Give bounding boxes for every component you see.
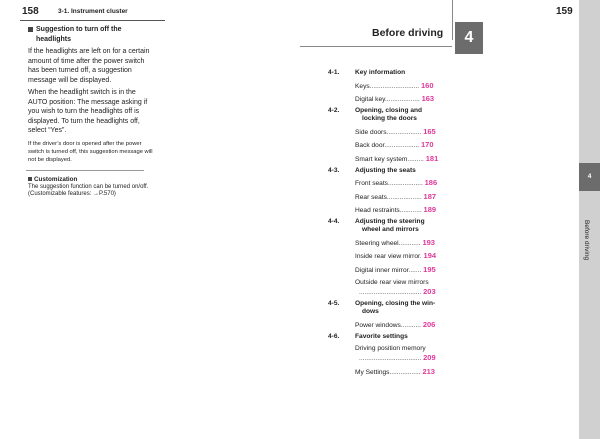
toc-item-inside-rear-view-mirror[interactable] bbox=[328, 252, 458, 261]
toc-section-title: Opening, closing and bbox=[355, 107, 423, 114]
right-page-number: 159 bbox=[556, 6, 573, 17]
customization-heading bbox=[28, 176, 156, 183]
toc-leader-dots: .................................. bbox=[359, 289, 422, 296]
toc-leader-dots: ......... bbox=[407, 155, 424, 163]
section-title: 3-1. Instrument cluster bbox=[58, 8, 128, 15]
toc-item-label: Side doors bbox=[355, 128, 387, 136]
toc-item-label: Keys bbox=[355, 82, 370, 90]
side-chapter-tab[interactable]: 4 bbox=[579, 163, 600, 191]
toc-item-label: Digital inner mirror bbox=[355, 266, 409, 274]
square-bullet-icon bbox=[28, 27, 33, 32]
toc-item-label: Inside rear view mirror bbox=[355, 253, 420, 260]
divider bbox=[26, 170, 144, 171]
header-vertical-rule bbox=[452, 0, 453, 40]
toc-item-steering-wheel[interactable] bbox=[328, 239, 458, 248]
toc-item-digital-inner-mirror[interactable] bbox=[328, 266, 458, 275]
note-text: If the driver’s door is opened after the power switch is turned off, this suggestion message will not be displayed. bbox=[28, 140, 153, 163]
toc-section-4-6 bbox=[328, 333, 458, 341]
toc-section-title-cont: locking the doors bbox=[362, 115, 417, 122]
toc-leader-dots: ................. bbox=[389, 368, 421, 376]
toc-leader-dots: ........... bbox=[400, 321, 421, 329]
toc-item-power-windows[interactable] bbox=[328, 321, 458, 330]
toc-item-label: Head restraints bbox=[355, 207, 400, 214]
header-rule bbox=[20, 20, 165, 21]
toc-item-smart-key-system[interactable] bbox=[328, 155, 458, 164]
toc-item-head-restraints[interactable] bbox=[328, 206, 458, 215]
toc-item-label: Back door bbox=[355, 142, 385, 149]
toc-item-rear-seats[interactable] bbox=[328, 193, 458, 202]
toc-item-side-doors[interactable] bbox=[328, 128, 458, 137]
toc-page-link[interactable]: 165 bbox=[423, 126, 436, 136]
toc-page-link[interactable]: 206 bbox=[422, 319, 436, 329]
toc-page-link[interactable]: 195 bbox=[423, 264, 436, 274]
toc-section-title: Favorite settings bbox=[355, 332, 408, 340]
side-chapter-label: Before driving bbox=[583, 220, 590, 261]
chapter-title-rule bbox=[300, 46, 452, 47]
toc-leader-dots: . bbox=[419, 253, 422, 260]
toc-page-link[interactable]: 189 bbox=[423, 205, 437, 214]
toc-item-driving-position-memory[interactable] bbox=[328, 345, 458, 363]
toc-item-back-door[interactable] bbox=[328, 141, 458, 150]
toc-section-4-2 bbox=[328, 107, 458, 123]
toc-section-number: 4-3. bbox=[328, 166, 340, 174]
toc-section-title: Key information bbox=[355, 69, 406, 76]
suggestion-heading-text: Suggestion to turn off the headlights bbox=[36, 26, 122, 43]
toc-item-label: Front seats bbox=[355, 180, 388, 187]
toc-section-title-cont: wheel and mirrors bbox=[362, 226, 419, 233]
toc-page-link[interactable]: 194 bbox=[423, 251, 437, 260]
toc-page-link[interactable]: 209 bbox=[423, 353, 436, 362]
toc-section-4-5 bbox=[328, 300, 458, 316]
customization-heading-text: Customization bbox=[34, 175, 78, 183]
toc-item-label: Steering wheel bbox=[355, 239, 399, 247]
toc-section-4-1 bbox=[328, 69, 458, 77]
toc-leader-dots: ............ bbox=[399, 207, 422, 214]
suggestion-heading bbox=[28, 25, 156, 44]
toc-page-link[interactable]: 163 bbox=[421, 94, 435, 103]
chapter-number-box: 4 bbox=[455, 22, 483, 54]
right-page bbox=[300, 0, 600, 439]
toc-item-label: Outside rear view mirrors bbox=[355, 279, 429, 286]
toc-item-my-settings[interactable] bbox=[328, 368, 458, 377]
toc-item-label: Power windows bbox=[355, 321, 401, 329]
toc-section-title-cont: dows bbox=[362, 308, 379, 315]
toc-item-keys[interactable] bbox=[328, 82, 458, 91]
toc-section-number: 4-6. bbox=[328, 332, 340, 340]
toc-leader-dots: ............ bbox=[398, 239, 421, 247]
toc-item-label: Driving position memory bbox=[355, 345, 426, 352]
toc-section-number: 4-5. bbox=[328, 300, 340, 307]
left-page-body bbox=[28, 25, 156, 199]
toc-leader-dots: ....... bbox=[408, 266, 422, 274]
toc-section-title: Adjusting the steering bbox=[355, 218, 425, 225]
toc-section-number: 4-1. bbox=[328, 69, 340, 76]
table-of-contents bbox=[328, 66, 458, 377]
left-page-header bbox=[0, 0, 300, 20]
toc-leader-dots: ................... bbox=[386, 128, 422, 136]
toc-item-outside-rear-view-mirrors[interactable] bbox=[328, 279, 458, 297]
toc-page-link[interactable]: 203 bbox=[423, 287, 436, 296]
toc-page-link[interactable]: 160 bbox=[420, 80, 434, 90]
toc-page-link[interactable]: 213 bbox=[422, 366, 435, 376]
paragraph-1: If the headlights are left on for a certain amount of time after the power switch has been turned off, a suggestion message will be displayed. bbox=[28, 48, 150, 84]
toc-leader-dots: ................... bbox=[384, 96, 420, 103]
customization-text: The suggestion function can be turned on/off. (Customizable features: →P.570) bbox=[28, 183, 149, 197]
toc-leader-dots: .................................. bbox=[359, 355, 422, 362]
toc-section-number: 4-2. bbox=[328, 107, 340, 114]
chapter-title: Before driving bbox=[372, 27, 444, 39]
toc-section-4-4 bbox=[328, 218, 458, 234]
square-bullet-icon bbox=[28, 177, 32, 181]
toc-section-title: Adjusting the seats bbox=[355, 166, 416, 174]
paragraph-2: When the headlight switch is in the AUTO position: The message asking if you wish to turn the headlights off is displayed. To turn the headlights off, select “Yes”. bbox=[28, 89, 148, 134]
toc-page-link[interactable]: 181 bbox=[425, 153, 439, 163]
toc-page-link[interactable]: 170 bbox=[420, 140, 434, 149]
toc-section-4-3 bbox=[328, 167, 458, 175]
toc-page-link[interactable]: 187 bbox=[423, 191, 437, 201]
toc-item-front-seats[interactable] bbox=[328, 179, 458, 188]
toc-page-link[interactable]: 193 bbox=[422, 237, 435, 247]
toc-leader-dots: ................... bbox=[386, 193, 422, 201]
toc-section-title: Opening, closing the win- bbox=[355, 300, 436, 307]
toc-item-digital-key[interactable] bbox=[328, 95, 458, 104]
toc-leader-dots: ................... bbox=[387, 180, 423, 187]
toc-item-label: My Settings bbox=[355, 368, 390, 376]
toc-section-number: 4-4. bbox=[328, 218, 340, 225]
toc-item-label: Digital key bbox=[355, 96, 385, 103]
toc-page-link[interactable]: 186 bbox=[424, 178, 438, 187]
toc-leader-dots: ........................... bbox=[369, 82, 420, 90]
toc-item-label: Smart key system bbox=[355, 155, 408, 163]
left-page-number: 158 bbox=[22, 6, 39, 17]
toc-item-label: Rear seats bbox=[355, 193, 387, 201]
toc-leader-dots: ................... bbox=[384, 142, 420, 149]
